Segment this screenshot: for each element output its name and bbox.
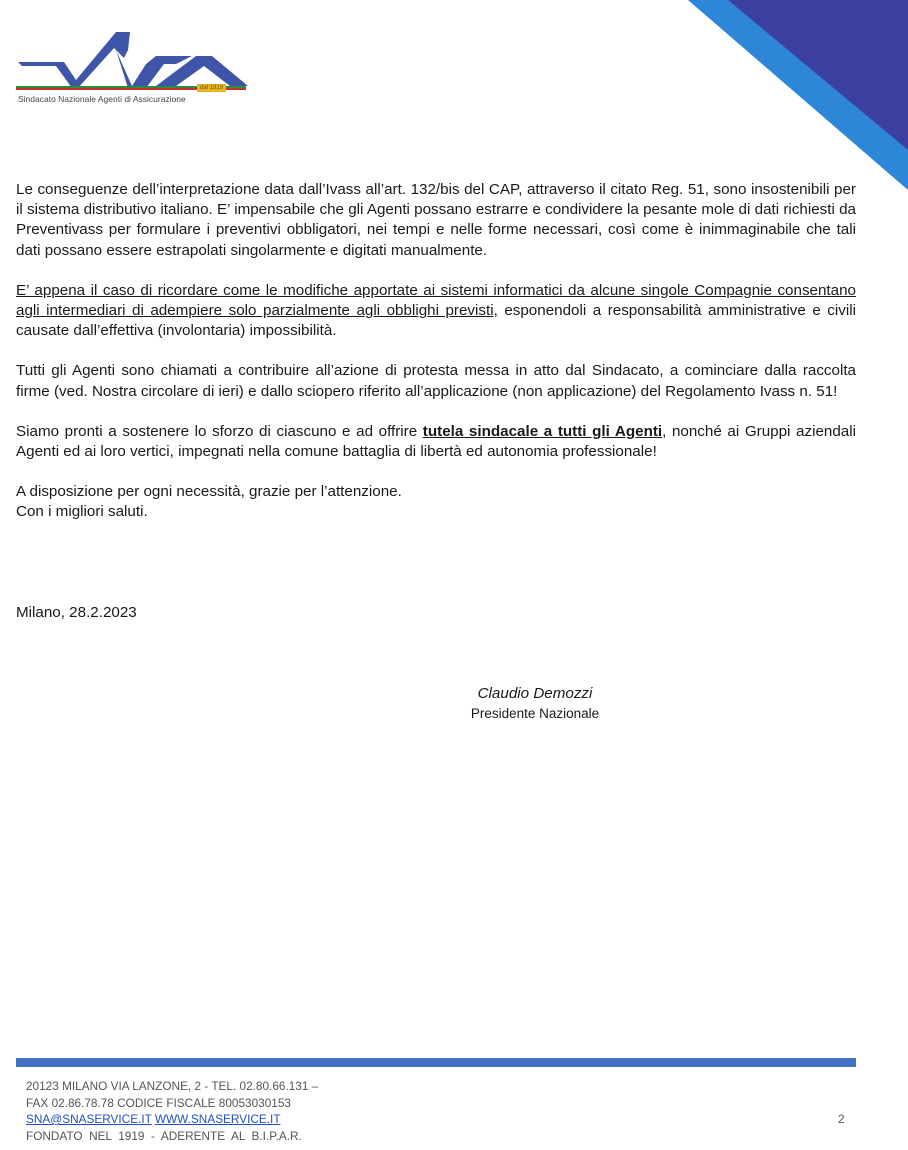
- footer-links: [26, 1111, 318, 1128]
- footer-founded: FONDATO NEL 1919 - ADERENTE AL B.I.P.A.R.: [26, 1128, 302, 1143]
- closing-line-2: Con i migliori saluti.: [16, 503, 148, 521]
- paragraph-4-start: Siamo pronti a sostenere lo sforzo di ciascuno e ad offrire: [16, 422, 423, 440]
- signature-name: Claudio Demozzi: [477, 685, 593, 702]
- paragraph-4-bold: tutela sindacale a tutti gli Agenti: [422, 422, 663, 440]
- logo-since-badge: dal 1919: [197, 84, 226, 92]
- paragraph-1: Le conseguenze dell’interpretazione data dall’Ivass all’art. 132/bis del CAP, attraverso il citato Reg. 51, sono insostenibili per il sistema distributivo italiano. E’ impensabile che gli Agenti possano estrarre e condividere la pesante mole di dati richiesti da Preventivass per formulare i preventivi obbligatori, nei tempi e nelle forme necessari, così come è inimmaginabile che tali dati possano essere estrapolati singolarmente e digitati manualmente.: [16, 181, 856, 259]
- footer-contacts: [26, 1078, 318, 1144]
- corner-decoration: [688, 0, 908, 190]
- paragraph-4: [16, 422, 856, 462]
- letter-body: [16, 180, 856, 523]
- footer-divider: [16, 1058, 856, 1067]
- paragraph-4-end: , nonché ai Gruppi aziendali Agenti ed ai loro vertici, impegnati nella comune battaglia di libertà ed autonomia professionale!: [16, 422, 856, 461]
- footer-fax: FAX 02.86.78.78 CODICE FISCALE 80053030153: [26, 1095, 291, 1110]
- page-number: 2: [838, 1112, 845, 1126]
- footer-address: 20123 MILANO VIA LANZONE, 2 - TEL. 02.80.66.131 –: [26, 1079, 319, 1093]
- logo-subtitle: Sindacato Nazionale Agenti di Assicurazione: [18, 94, 186, 104]
- signature-role: Presidente Nazionale: [470, 706, 600, 721]
- closing-line-1: A disposizione per ogni necessità, grazie per l’attenzione.: [16, 483, 402, 501]
- website-link[interactable]: WWW.SNASERVICE.IT: [154, 1112, 281, 1126]
- paragraph-2-rest: esponendoli a responsabilità amministrative e civili causate dall’effettiva (involontaria) impossibilità.: [16, 302, 856, 340]
- letter-date: Milano, 28.2.2023: [16, 604, 137, 621]
- paragraph-2: [16, 281, 856, 342]
- paragraph-3: Tutti gli Agenti sono chiamati a contribuire all’azione di protesta messa in atto dal Sindacato, a cominciare dalla raccolta firme (ved. Nostra circolare di ieri) e dallo sciopero riferito all’applicazione (non applicazione) del Regolamento Ivass n. 51!: [16, 362, 856, 400]
- email-link[interactable]: SNA@SNASERVICE.IT: [26, 1112, 152, 1126]
- paragraph-2-underlined: E’ appena il caso di ricordare come le modifiche apportate ai sistemi informatici da alcune singole Compagnie consentano agli intermediari di adempiere solo parzialmente agli obblighi previsti,: [16, 281, 856, 320]
